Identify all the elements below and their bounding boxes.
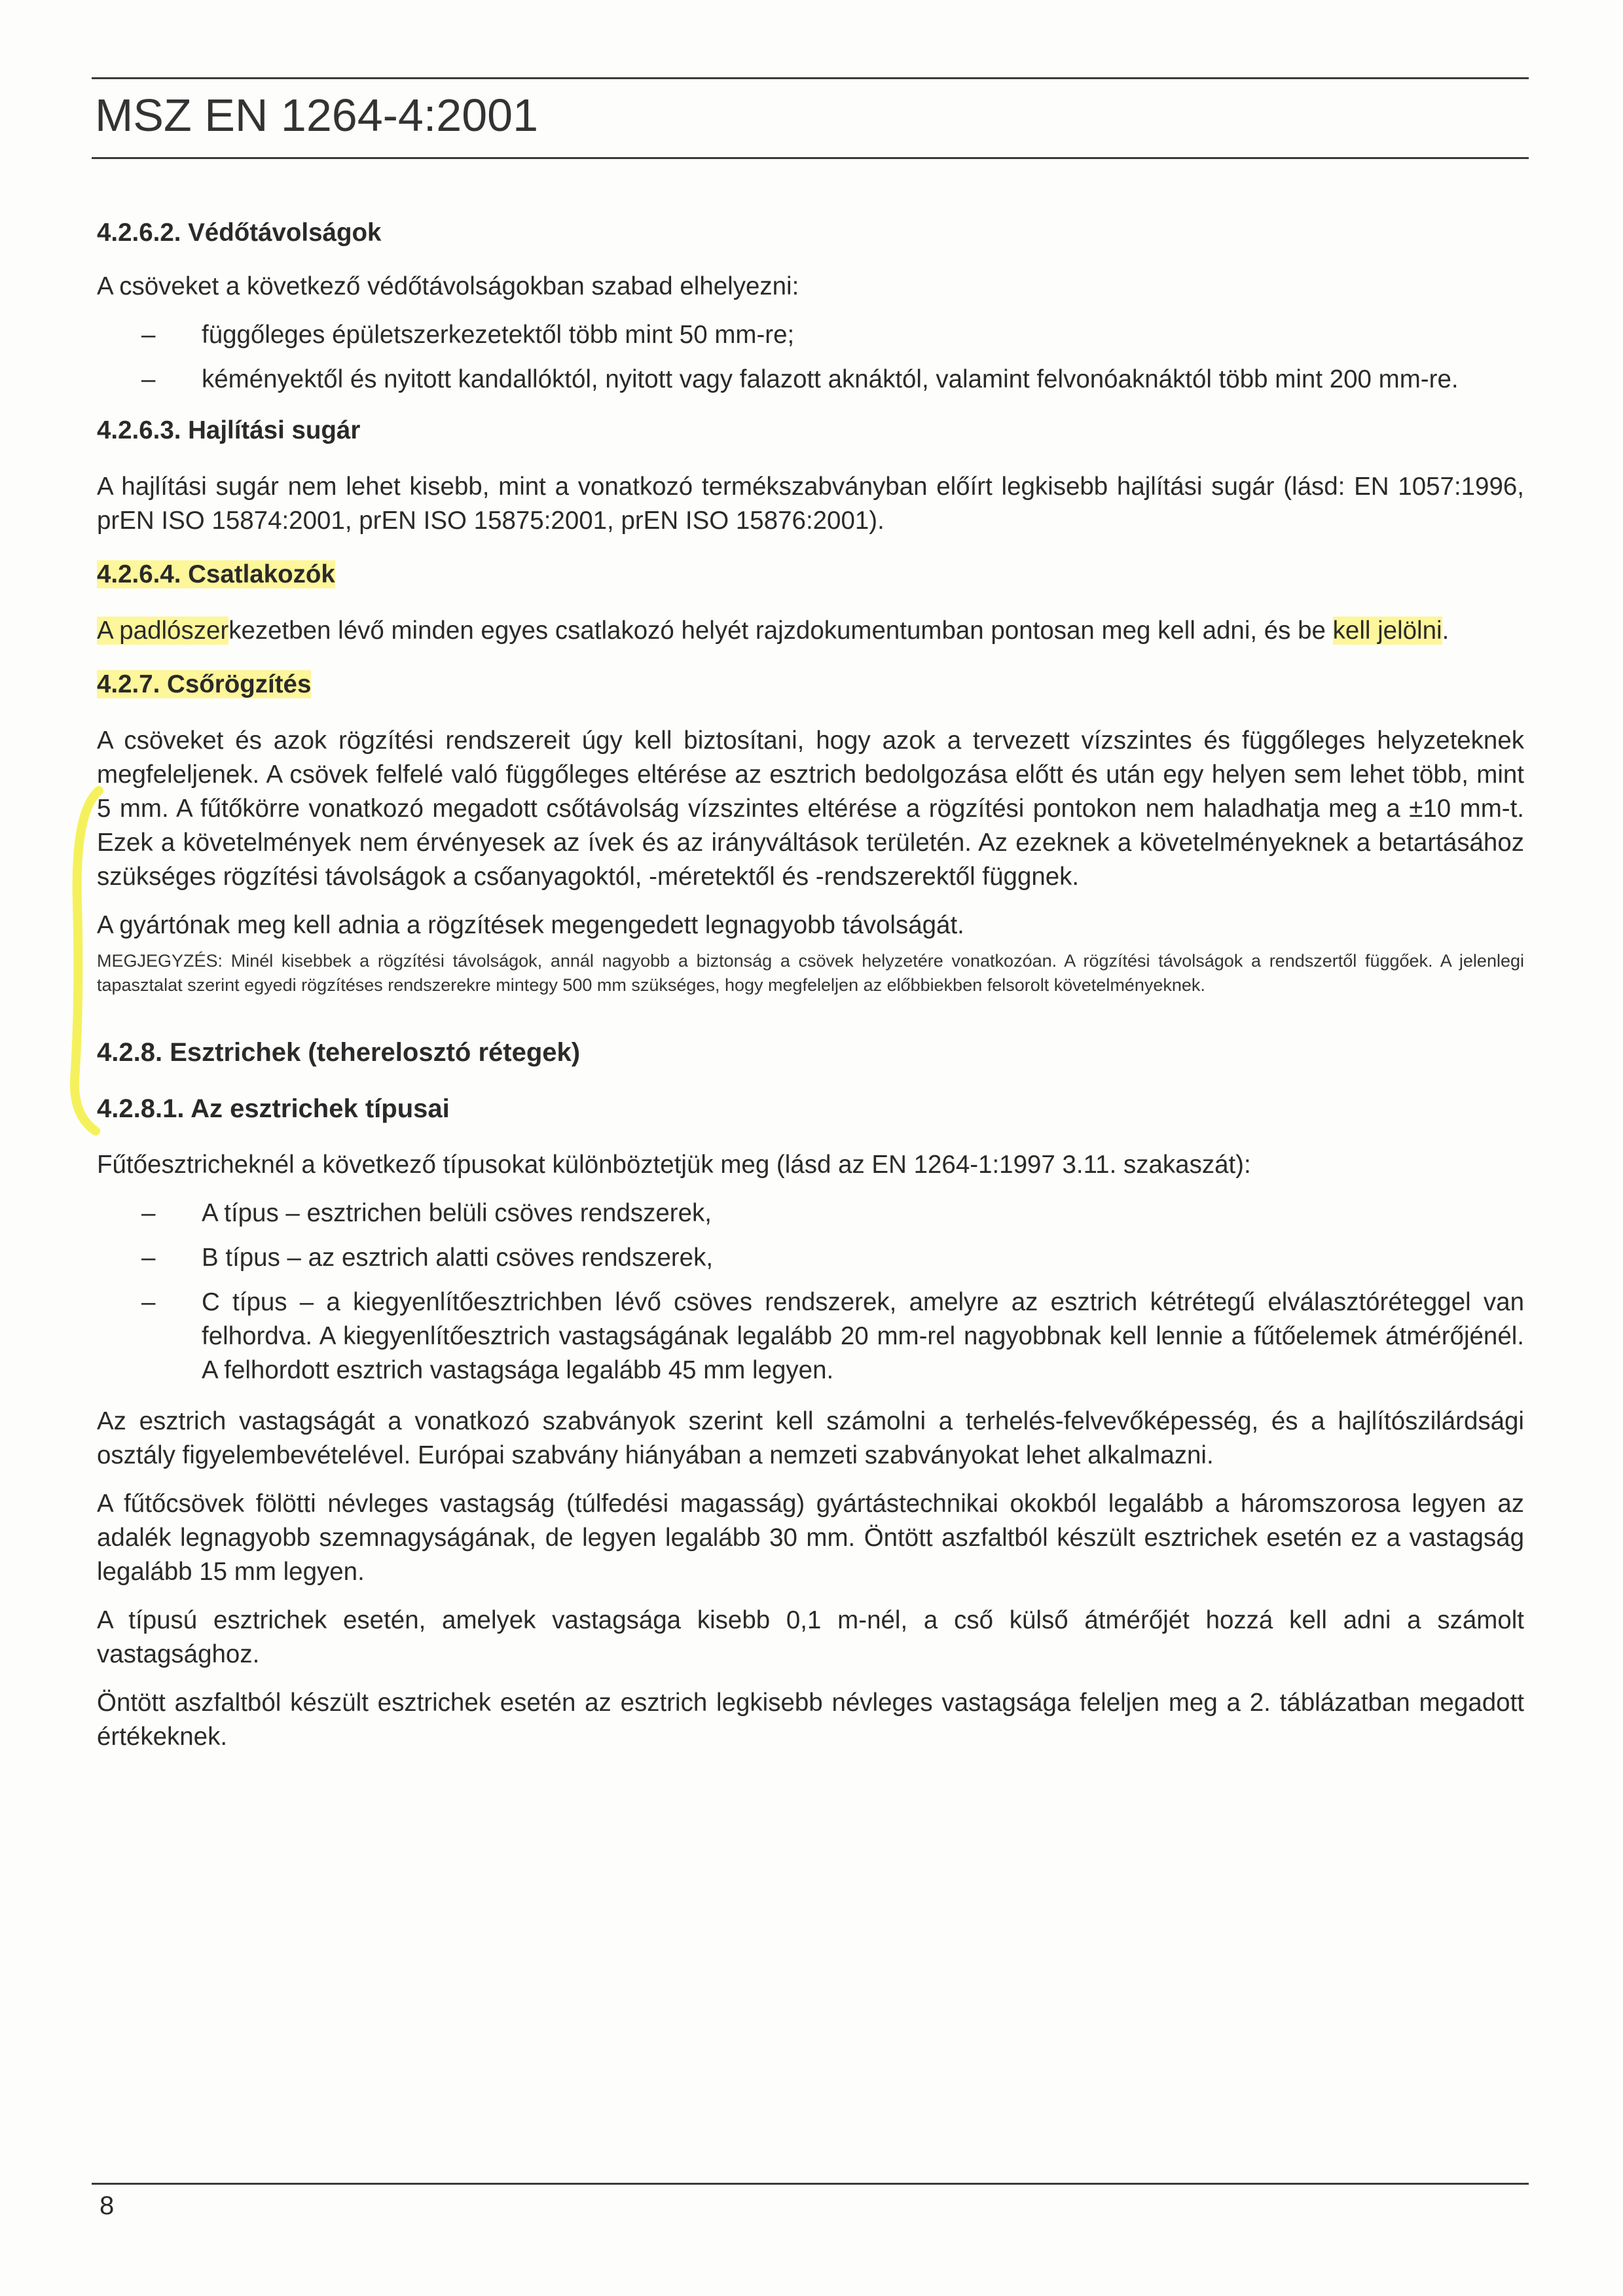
highlighted-heading: 4.2.7. Csőrögzítés bbox=[97, 670, 312, 698]
list-4281 bbox=[97, 1196, 1524, 1388]
list-item: – A típus – esztrichen belüli csöves rendszerek, bbox=[97, 1196, 1524, 1230]
dash-bullet: – bbox=[141, 1244, 156, 1272]
header-bottom-rule bbox=[92, 157, 1529, 159]
paragraph-4281-2: A fűtőcsövek fölötti névleges vastagság (túlfedési magasság) gyártástechnikai okokból legalább a háromszorosa legyen az adalék legnagyobb szemnagyságának, de legyen legalább 30 mm. Öntött aszfaltból készült esztrichek esetén ez a vastagság legalább 15 mm legyen. bbox=[97, 1490, 1524, 1586]
heading-428: 4.2.8. Esztrichek (teherelosztó rétegek) bbox=[97, 1038, 581, 1067]
page-number: 8 bbox=[100, 2191, 115, 2220]
document-body bbox=[97, 216, 1524, 1768]
paragraph-4264: A padlószerkezetben lévő minden egyes csatlakozó helyét rajzdokumentumban pontosan meg kell adni, és be kell jelölni. bbox=[97, 617, 1450, 645]
paragraph-427-1: A csöveket és azok rögzítési rendszereit úgy kell biztosítani, hogy azok a tervezett vízszintes és függőleges helyzeteknek megfeleljenek. A csövek felfelé való függőleges eltérése az esztrich bedolgozása előtt és után egy helyen sem lehet több, mint 5 mm. A fűtőkörre vonatkozó megadott csőtávolság vízszintes eltérése a rögzítési pontokon nem haladhatja meg a ±10 mm-t. Ezek a követelmények nem érvényesek az ívek és az irányváltások területén. Az ezeknek a követelményeknek a betartásához szükséges rögzítési távolságok a csőanyagoktól, -méretektől és -rendszerektől függnek. bbox=[97, 726, 1524, 891]
list-item: – függőleges épületszerkezetektől több mint 50 mm-re; bbox=[97, 318, 1524, 352]
list-item: – C típus – a kiegyenlítőesztrichben lévő csöves rendszerek, amelyre az esztrich kétrétegű elválasztóréteggel van felhordva. A kiegyenlítőesztrich vastagságának legalább 20 mm-rel nagyobbnak kell lennie a fűtőelemek átmérőjénél. A felhordott esztrich vastagsága legalább 45 mm legyen. bbox=[97, 1285, 1524, 1388]
heading-4263: 4.2.6.3. Hajlítási sugár bbox=[97, 416, 361, 444]
heading-427 bbox=[97, 668, 1524, 702]
document-title: MSZ EN 1264-4:2001 bbox=[95, 90, 539, 141]
highlighted-heading: 4.2.6.4. Csatlakozók bbox=[97, 560, 335, 588]
list-item: – B típus – az esztrich alatti csöves rendszerek, bbox=[97, 1241, 1524, 1275]
paragraph-4281-intro: Fűtőesztricheknél a következő típusokat különböztetjük meg (lásd az EN 1264-1:1997 3.11. szakaszát): bbox=[97, 1151, 1251, 1179]
dash-bullet: – bbox=[141, 321, 156, 349]
footer-rule bbox=[92, 2183, 1529, 2185]
paragraph-427-2: A gyártónak meg kell adnia a rögzítések megengedett legnagyobb távolságát. bbox=[97, 911, 964, 939]
heading-4262: 4.2.6.2. Védőtávolságok bbox=[97, 219, 382, 247]
note-paragraph: MEGJEGYZÉS: Minél kisebbek a rögzítési távolságok, annál nagyobb a biztonság a csövek helyzetére vonatkozóan. A rögzítési távolságok a rendszertől függőek. A jelenlegi tapasztalat szerint egyedi rögzítéses rendszerekre mintegy 500 mm szükséges, hogy megfeleljen az előbbiekben felsorolt követelményeknek. bbox=[97, 951, 1524, 995]
paragraph-4281-4: Öntött aszfaltból készült esztrichek esetén az esztrich legkisebb névleges vastagsága feleljen meg a 2. táblázatban megadott értékeknek. bbox=[97, 1689, 1524, 1751]
heading-4281: 4.2.8.1. Az esztrichek típusai bbox=[97, 1094, 450, 1123]
dash-bullet: – bbox=[141, 1288, 156, 1316]
list-4262 bbox=[97, 318, 1524, 397]
highlighted-text: kell jelölni bbox=[1332, 617, 1442, 645]
paragraph-4281-3: A típusú esztrichek esetén, amelyek vastagsága kisebb 0,1 m-nél, a cső külső átmérőjét hozzá kell adni a számolt vastagsághoz. bbox=[97, 1606, 1524, 1668]
dash-bullet: – bbox=[141, 365, 156, 393]
paragraph-4281-1: Az esztrich vastagságát a vonatkozó szabványok szerint kell számolni a terhelés-felvevőképesség, és a hajlítószilárdsági osztály figyelembevételével. Európai szabvány hiányában a nemzeti szabványokat lehet alkalmazni. bbox=[97, 1407, 1524, 1469]
paragraph-4262-intro: A csöveket a következő védőtávolságokban szabad elhelyezni: bbox=[97, 272, 799, 300]
highlighted-text: A padlószer bbox=[97, 617, 229, 645]
heading-4264 bbox=[97, 558, 1524, 592]
list-item: – kéményektől és nyitott kandallóktól, nyitott vagy falazott aknáktól, valamint felvonóaknáktól több mint 200 mm-re. bbox=[97, 363, 1524, 397]
dash-bullet: – bbox=[141, 1199, 156, 1227]
paragraph-4263: A hajlítási sugár nem lehet kisebb, mint a vonatkozó termékszabványban előírt legkisebb hajlítási sugár (lásd: EN 1057:1996, prEN ISO 15874:2001, prEN ISO 15875:2001, prEN ISO 15876:2001). bbox=[97, 473, 1524, 535]
header-top-rule bbox=[92, 77, 1529, 79]
